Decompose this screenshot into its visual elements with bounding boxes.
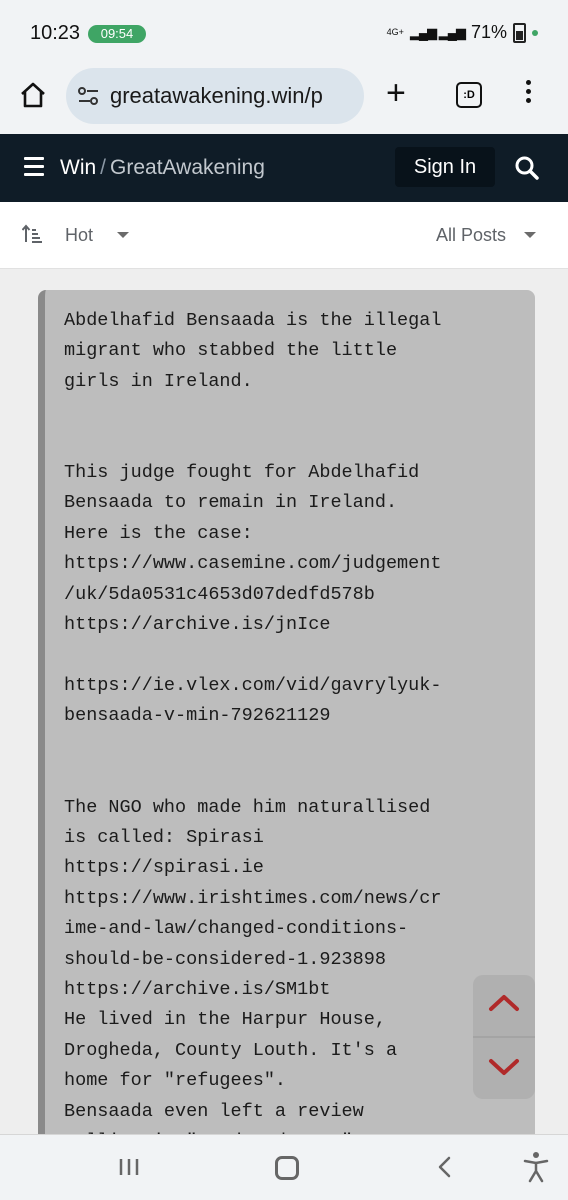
more-vert-icon[interactable]: [526, 80, 532, 107]
tab-switcher-button[interactable]: :D: [456, 82, 482, 108]
accessibility-icon[interactable]: [522, 1151, 550, 1183]
chevron-down-icon[interactable]: [117, 232, 129, 238]
battery-percent: 71%: [470, 22, 507, 42]
privacy-dot-icon: [532, 30, 538, 36]
sort-dropdown[interactable]: Hot: [65, 225, 94, 245]
sort-icon[interactable]: [22, 224, 44, 244]
back-icon[interactable]: [436, 1155, 452, 1179]
community-name: GreatAwakening: [110, 156, 265, 179]
post-body-text: Abdelhafid Bensaada is the illegal migrant who stabbed the little girls in Ireland. This judge fought for Abdelhafid Bensaada to remain in Ireland. Here is the case: https://www.casemine.com/judgement /uk/5da0531c4653d07dedfd578b https://archive.is/jnIce https://ie.vlex.com/vid/gavrylyuk- bensaada-v-min-792621129 The NGO who made him naturallised is called: Spirasi https://spirasi.ie https://www.irishtimes.com/news/cr ime-and-law/changed-conditions- should-be-considered-1.923898 https://archive.is/SM1bt He lived in the Harpur House, Drogheda, County Louth. It's a home for "refugees". Bensaada even left a review: [64, 310, 442, 1122]
status-indicators: [387, 22, 538, 43]
home-button-icon[interactable]: [275, 1156, 299, 1180]
brand-separator: /: [100, 156, 107, 179]
browser-toolbar: [0, 64, 568, 134]
chevron-up-icon[interactable]: [488, 993, 520, 1013]
signal-icon: ▂▄▆ ▂▄▆: [409, 24, 465, 40]
plus-icon[interactable]: +: [386, 74, 406, 112]
system-nav-bar: [0, 1134, 568, 1200]
call-timer-badge[interactable]: [88, 25, 146, 43]
sort-bar: [0, 202, 568, 269]
call-timer: 09:54: [100, 26, 134, 41]
tune-icon[interactable]: [76, 84, 102, 108]
url-text: greatawakening.win/p: [110, 83, 323, 108]
scroll-control-divider: [473, 1036, 535, 1038]
search-icon[interactable]: [514, 155, 540, 181]
network-type: 4G+: [386, 27, 404, 37]
status-bar: [0, 0, 568, 64]
site-brand[interactable]: [60, 156, 265, 180]
site-header: [0, 134, 568, 202]
status-time: 10:23: [30, 22, 81, 44]
sign-in-button[interactable]: Sign In: [395, 147, 495, 187]
battery-icon: [513, 23, 526, 43]
chevron-down-icon[interactable]: [488, 1057, 520, 1077]
chevron-down-icon[interactable]: [524, 232, 536, 238]
address-bar[interactable]: [66, 68, 364, 124]
home-icon[interactable]: [18, 80, 48, 110]
hamburger-icon[interactable]: [24, 157, 44, 181]
recent-apps-icon[interactable]: [118, 1157, 140, 1177]
post-body-block: [38, 290, 535, 1150]
filter-dropdown[interactable]: All Posts: [436, 225, 507, 245]
scroll-control: [473, 975, 535, 1099]
brand-win: Win: [60, 156, 97, 179]
